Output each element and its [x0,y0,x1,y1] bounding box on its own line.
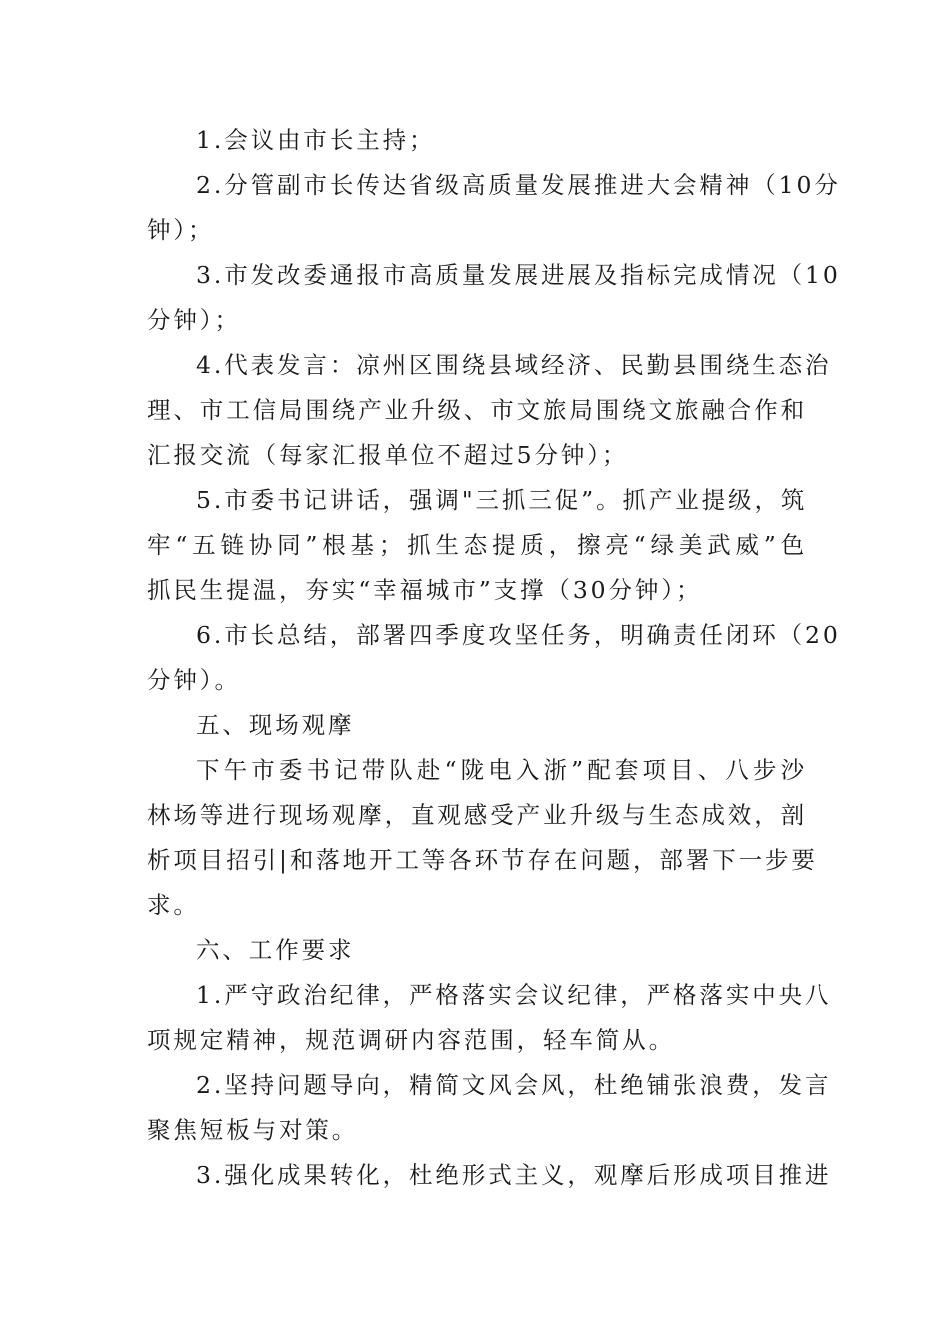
text-line: 分钟）。 [147,666,241,694]
text-line: 1.会议由市长主持； [196,126,436,154]
text-line: 求。 [147,891,200,919]
text-line: 析项目招引|和落地开工等各环节存在问题，部署下一步要 [147,846,818,874]
text-line: 理、市工信局围绕产业升级、市文旅局围绕文旅融合作和 [147,396,807,424]
text-line: 牢“五链协同”根基；抓生态提质，擦亮“绿美武威”色 [147,531,807,559]
paragraph-p4 [147,343,832,478]
text-line: 3.市发改委通报市高质量发展进展及指标完成情况（10 [196,261,841,289]
text-line: 6.市长总结，部署四季度攻坚任务，明确责任闭环（20 [196,621,841,649]
text-line: 2.分管副市长传达省级高质量发展推进大会精神（10分 [196,171,841,199]
text-line: 4.代表发言：凉州区围绕县域经济、民勤县围绕生态治 [196,351,832,379]
paragraph-p1 [147,118,807,163]
paragraph-p2 [147,163,841,253]
text-line: 分钟）； [147,306,241,334]
text-line: 钟）； [147,216,215,244]
text-line: 聚焦短板与对策。 [147,1116,359,1144]
section-heading-h6 [147,928,807,973]
text-line: 项规定精神，规范调研内容范围，轻车简从。 [147,1026,675,1054]
text-line: 六、工作要求 [196,936,355,964]
text-line: 5.市委书记讲话，强调"三抓三促”。抓产业提级，筑 [196,486,808,514]
text-line: 汇报交流（每家汇报单位不超过5分钟）； [147,441,629,469]
paragraph-p6 [147,613,841,703]
paragraph-p10 [147,1153,832,1198]
paragraph-p8 [147,973,832,1063]
text-line: 五、现场观摩 [196,711,355,739]
paragraph-p3 [147,253,841,343]
paragraph-p9 [147,1063,832,1153]
text-line: 3.强化成果转化，杜绝形式主义，观摩后形成项目推进 [196,1161,832,1189]
document-body [147,118,841,1198]
text-line: 2.坚持问题导向，精简文风会风，杜绝铺张浪费，发言 [196,1071,832,1099]
text-line: 林场等进行现场观摩，直观感受产业升级与生态成效，剖 [147,801,807,829]
text-line: 1.严守政治纪律，严格落实会议纪律，严格落实中央八 [196,981,832,1009]
paragraph-p7 [147,748,818,928]
paragraph-p5 [147,478,807,613]
section-heading-h5 [147,703,807,748]
text-line: 抓民生提温，夯实“幸福城市”支撑（30分钟）； [147,576,703,604]
text-line: 下午市委书记带队赴“陇电入浙”配套项目、八步沙 [196,756,807,784]
